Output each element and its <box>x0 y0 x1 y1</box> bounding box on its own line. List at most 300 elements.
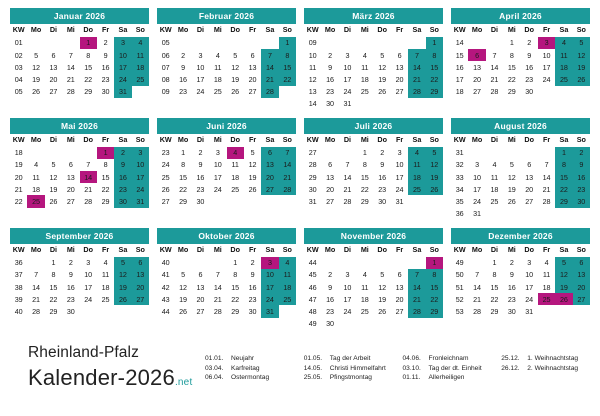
day-cell[interactable]: 31 <box>473 209 482 219</box>
day-cell[interactable]: 25 <box>213 87 222 97</box>
day-cell[interactable]: 30 <box>66 306 75 316</box>
day-cell[interactable]: 16 <box>66 282 75 292</box>
day-cell[interactable]: 2 <box>198 148 203 158</box>
day-cell[interactable]: 23 <box>66 294 75 304</box>
day-cell[interactable]: 19 <box>49 184 58 194</box>
day-cell[interactable]: 9 <box>573 159 590 171</box>
day-cell[interactable]: 21 <box>66 74 75 84</box>
day-cell[interactable]: 6 <box>198 270 203 280</box>
day-cell[interactable]: 17 <box>343 74 352 84</box>
day-cell[interactable]: 5 <box>555 256 572 269</box>
day-cell[interactable]: 15 <box>101 172 110 182</box>
day-cell[interactable]: 28 <box>213 306 222 316</box>
day-cell[interactable]: 20 <box>395 74 404 84</box>
day-cell[interactable]: 28 <box>261 86 278 98</box>
holiday-day-cell[interactable]: 1 <box>97 146 114 159</box>
day-cell[interactable]: 26 <box>507 197 516 207</box>
day-cell[interactable]: 6 <box>68 160 73 170</box>
day-cell[interactable]: 18 <box>279 281 296 293</box>
holiday-day-cell[interactable]: 1 <box>80 36 97 49</box>
day-cell[interactable]: 2 <box>380 148 385 158</box>
day-cell[interactable]: 20 <box>132 281 149 293</box>
holiday-day-cell[interactable]: 4 <box>227 146 244 159</box>
day-cell[interactable]: 13 <box>473 62 482 72</box>
day-cell[interactable]: 9 <box>103 50 108 60</box>
day-cell[interactable]: 11 <box>542 270 551 280</box>
day-cell[interactable]: 4 <box>408 146 425 159</box>
day-cell[interactable]: 26 <box>378 306 387 316</box>
day-cell[interactable]: 11 <box>132 49 149 61</box>
day-cell[interactable]: 5 <box>573 36 590 49</box>
day-cell[interactable]: 6 <box>397 50 402 60</box>
day-cell[interactable]: 5 <box>426 146 443 159</box>
day-cell[interactable]: 16 <box>573 171 590 183</box>
day-cell[interactable]: 20 <box>326 184 335 194</box>
day-cell[interactable]: 9 <box>198 160 203 170</box>
day-cell[interactable]: 18 <box>101 282 110 292</box>
day-cell[interactable]: 14 <box>542 172 551 182</box>
day-cell[interactable]: 30 <box>326 319 335 329</box>
day-cell[interactable]: 22 <box>490 294 499 304</box>
day-cell[interactable]: 30 <box>101 87 110 97</box>
day-cell[interactable]: 30 <box>326 99 335 109</box>
day-cell[interactable]: 14 <box>213 282 222 292</box>
day-cell[interactable]: 27 <box>66 197 75 207</box>
day-cell[interactable]: 18 <box>555 61 572 73</box>
day-cell[interactable]: 30 <box>573 195 590 207</box>
day-cell[interactable]: 27 <box>196 306 205 316</box>
day-cell[interactable]: 15 <box>426 281 443 293</box>
day-cell[interactable]: 10 <box>132 159 149 171</box>
day-cell[interactable]: 12 <box>179 282 188 292</box>
day-cell[interactable]: 8 <box>86 50 91 60</box>
day-cell[interactable]: 16 <box>101 62 110 72</box>
day-cell[interactable]: 3 <box>527 258 532 268</box>
day-cell[interactable]: 16 <box>248 282 257 292</box>
day-cell[interactable]: 21 <box>343 184 352 194</box>
day-cell[interactable]: 16 <box>507 282 516 292</box>
day-cell[interactable]: 15 <box>84 62 93 72</box>
day-cell[interactable]: 21 <box>542 184 551 194</box>
holiday-day-cell[interactable]: 25 <box>538 293 555 305</box>
day-cell[interactable]: 11 <box>279 269 296 281</box>
day-cell[interactable]: 12 <box>507 172 516 182</box>
day-cell[interactable]: 27 <box>261 183 278 195</box>
day-cell[interactable]: 31 <box>395 197 404 207</box>
day-cell[interactable]: 24 <box>196 87 205 97</box>
day-cell[interactable]: 20 <box>573 281 590 293</box>
day-cell[interactable]: 22 <box>179 184 188 194</box>
day-cell[interactable]: 25 <box>490 197 499 207</box>
day-cell[interactable]: 22 <box>555 183 572 195</box>
day-cell[interactable]: 4 <box>362 270 367 280</box>
day-cell[interactable]: 13 <box>66 172 75 182</box>
day-cell[interactable]: 5 <box>51 160 56 170</box>
day-cell[interactable]: 17 <box>114 61 131 73</box>
day-cell[interactable]: 1 <box>181 148 186 158</box>
day-cell[interactable]: 20 <box>261 171 278 183</box>
day-cell[interactable]: 7 <box>345 160 350 170</box>
day-cell[interactable]: 12 <box>49 172 58 182</box>
day-cell[interactable]: 12 <box>378 282 387 292</box>
day-cell[interactable]: 16 <box>114 171 131 183</box>
day-cell[interactable]: 3 <box>114 36 131 49</box>
day-cell[interactable]: 26 <box>573 73 590 85</box>
day-cell[interactable]: 14 <box>279 159 296 171</box>
day-cell[interactable]: 23 <box>248 294 257 304</box>
day-cell[interactable]: 6 <box>328 160 333 170</box>
day-cell[interactable]: 11 <box>408 159 425 171</box>
day-cell[interactable]: 26 <box>32 87 41 97</box>
day-cell[interactable]: 22 <box>84 74 93 84</box>
day-cell[interactable]: 3 <box>86 258 91 268</box>
day-cell[interactable]: 20 <box>525 184 534 194</box>
day-cell[interactable]: 2 <box>527 38 532 48</box>
day-cell[interactable]: 4 <box>492 160 497 170</box>
day-cell[interactable]: 13 <box>248 62 257 72</box>
day-cell[interactable]: 16 <box>525 62 534 72</box>
day-cell[interactable]: 10 <box>343 282 352 292</box>
day-cell[interactable]: 28 <box>279 183 296 195</box>
day-cell[interactable]: 4 <box>362 50 367 60</box>
day-cell[interactable]: 7 <box>279 146 296 159</box>
day-cell[interactable]: 9 <box>509 270 514 280</box>
day-cell[interactable]: 10 <box>473 172 482 182</box>
day-cell[interactable]: 16 <box>179 74 188 84</box>
day-cell[interactable]: 12 <box>231 62 240 72</box>
day-cell[interactable]: 22 <box>360 184 369 194</box>
day-cell[interactable]: 24 <box>343 87 352 97</box>
holiday-day-cell[interactable]: 3 <box>538 36 555 49</box>
day-cell[interactable]: 21 <box>408 73 425 85</box>
day-cell[interactable]: 2 <box>573 146 590 159</box>
day-cell[interactable]: 22 <box>426 293 443 305</box>
day-cell[interactable]: 3 <box>475 160 480 170</box>
day-cell[interactable]: 27 <box>473 87 482 97</box>
day-cell[interactable]: 21 <box>213 294 222 304</box>
day-cell[interactable]: 2 <box>68 258 73 268</box>
day-cell[interactable]: 28 <box>66 87 75 97</box>
day-cell[interactable]: 14 <box>343 172 352 182</box>
day-cell[interactable]: 4 <box>279 256 296 269</box>
day-cell[interactable]: 11 <box>361 282 369 292</box>
day-cell[interactable]: 29 <box>507 87 516 97</box>
day-cell[interactable]: 21 <box>490 74 499 84</box>
day-cell[interactable]: 26 <box>248 184 257 194</box>
day-cell[interactable]: 26 <box>114 293 131 305</box>
day-cell[interactable]: 28 <box>542 197 551 207</box>
day-cell[interactable]: 9 <box>527 50 532 60</box>
day-cell[interactable]: 11 <box>214 62 222 72</box>
day-cell[interactable]: 2 <box>328 270 333 280</box>
day-cell[interactable]: 13 <box>132 269 149 281</box>
day-cell[interactable]: 29 <box>84 87 93 97</box>
day-cell[interactable]: 19 <box>573 61 590 73</box>
day-cell[interactable]: 8 <box>426 49 443 61</box>
day-cell[interactable]: 23 <box>326 87 335 97</box>
day-cell[interactable]: 7 <box>544 160 549 170</box>
day-cell[interactable]: 1 <box>426 36 443 49</box>
day-cell[interactable]: 25 <box>132 73 149 85</box>
day-cell[interactable]: 7 <box>68 50 73 60</box>
day-cell[interactable]: 15 <box>360 172 369 182</box>
day-cell[interactable]: 7 <box>408 269 425 281</box>
day-cell[interactable]: 8 <box>509 50 514 60</box>
day-cell[interactable]: 24 <box>213 184 222 194</box>
day-cell[interactable]: 17 <box>473 184 482 194</box>
day-cell[interactable]: 27 <box>49 87 58 97</box>
day-cell[interactable]: 15 <box>179 172 188 182</box>
day-cell[interactable]: 18 <box>408 171 425 183</box>
day-cell[interactable]: 2 <box>509 258 514 268</box>
day-cell[interactable]: 2 <box>114 146 131 159</box>
day-cell[interactable]: 20 <box>248 74 257 84</box>
day-cell[interactable]: 22 <box>279 73 296 85</box>
day-cell[interactable]: 22 <box>101 184 110 194</box>
day-cell[interactable]: 29 <box>49 306 58 316</box>
day-cell[interactable]: 5 <box>509 160 514 170</box>
day-cell[interactable]: 26 <box>231 87 240 97</box>
day-cell[interactable]: 19 <box>507 184 516 194</box>
day-cell[interactable]: 7 <box>492 50 497 60</box>
day-cell[interactable]: 8 <box>279 49 296 61</box>
day-cell[interactable]: 12 <box>32 62 41 72</box>
day-cell[interactable]: 17 <box>542 62 551 72</box>
day-cell[interactable]: 15 <box>49 282 58 292</box>
day-cell[interactable]: 5 <box>34 50 39 60</box>
day-cell[interactable]: 10 <box>196 62 205 72</box>
day-cell[interactable]: 16 <box>326 294 335 304</box>
day-cell[interactable]: 20 <box>49 74 58 84</box>
day-cell[interactable]: 8 <box>51 270 56 280</box>
day-cell[interactable]: 22 <box>231 294 240 304</box>
day-cell[interactable]: 21 <box>408 293 425 305</box>
day-cell[interactable]: 29 <box>555 195 572 207</box>
day-cell[interactable]: 25 <box>555 73 572 85</box>
day-cell[interactable]: 7 <box>475 270 480 280</box>
day-cell[interactable]: 6 <box>51 50 56 60</box>
day-cell[interactable]: 3 <box>345 270 350 280</box>
day-cell[interactable]: 22 <box>49 294 58 304</box>
day-cell[interactable]: 12 <box>573 49 590 61</box>
day-cell[interactable]: 17 <box>261 281 278 293</box>
day-cell[interactable]: 6 <box>132 256 149 269</box>
day-cell[interactable]: 12 <box>426 159 443 171</box>
day-cell[interactable]: 29 <box>360 197 369 207</box>
day-cell[interactable]: 23 <box>573 183 590 195</box>
day-cell[interactable]: 25 <box>279 293 296 305</box>
day-cell[interactable]: 7 <box>86 160 91 170</box>
day-cell[interactable]: 20 <box>395 294 404 304</box>
day-cell[interactable]: 23 <box>378 184 387 194</box>
day-cell[interactable]: 19 <box>378 294 387 304</box>
day-cell[interactable]: 24 <box>473 197 482 207</box>
day-cell[interactable]: 31 <box>114 86 131 98</box>
day-cell[interactable]: 1 <box>233 258 238 268</box>
holiday-day-cell[interactable]: 25 <box>27 195 44 207</box>
day-cell[interactable]: 6 <box>250 50 255 60</box>
day-cell[interactable]: 19 <box>555 281 572 293</box>
day-cell[interactable]: 8 <box>103 160 108 170</box>
day-cell[interactable]: 17 <box>132 171 149 183</box>
day-cell[interactable]: 19 <box>231 74 240 84</box>
day-cell[interactable]: 9 <box>181 62 186 72</box>
day-cell[interactable]: 30 <box>525 87 534 97</box>
day-cell[interactable]: 29 <box>231 306 240 316</box>
day-cell[interactable]: 5 <box>114 256 131 269</box>
day-cell[interactable]: 24 <box>261 293 278 305</box>
day-cell[interactable]: 1 <box>51 258 56 268</box>
day-cell[interactable]: 4 <box>34 160 39 170</box>
day-cell[interactable]: 18 <box>132 61 149 73</box>
day-cell[interactable]: 19 <box>114 281 131 293</box>
day-cell[interactable]: 18 <box>231 172 240 182</box>
day-cell[interactable]: 15 <box>231 282 240 292</box>
holiday-day-cell[interactable]: 1 <box>426 256 443 269</box>
day-cell[interactable]: 11 <box>361 62 369 72</box>
day-cell[interactable]: 24 <box>132 183 149 195</box>
day-cell[interactable]: 9 <box>328 282 333 292</box>
day-cell[interactable]: 19 <box>378 74 387 84</box>
day-cell[interactable]: 15 <box>490 282 499 292</box>
day-cell[interactable]: 4 <box>555 36 572 49</box>
day-cell[interactable]: 15 <box>279 61 296 73</box>
day-cell[interactable]: 13 <box>326 172 335 182</box>
day-cell[interactable]: 28 <box>408 86 425 98</box>
day-cell[interactable]: 8 <box>426 269 443 281</box>
day-cell[interactable]: 10 <box>525 270 534 280</box>
day-cell[interactable]: 14 <box>408 281 425 293</box>
day-cell[interactable]: 18 <box>360 294 369 304</box>
day-cell[interactable]: 5 <box>233 50 238 60</box>
day-cell[interactable]: 14 <box>490 62 499 72</box>
day-cell[interactable]: 12 <box>114 269 131 281</box>
day-cell[interactable]: 17 <box>213 172 222 182</box>
day-cell[interactable]: 7 <box>215 270 220 280</box>
day-cell[interactable]: 1 <box>555 146 572 159</box>
day-cell[interactable]: 8 <box>555 159 572 171</box>
day-cell[interactable]: 11 <box>231 160 239 170</box>
day-cell[interactable]: 5 <box>380 50 385 60</box>
day-cell[interactable]: 23 <box>525 74 534 84</box>
day-cell[interactable]: 24 <box>542 74 551 84</box>
day-cell[interactable]: 31 <box>343 99 352 109</box>
day-cell[interactable]: 3 <box>198 50 203 60</box>
day-cell[interactable]: 28 <box>473 306 482 316</box>
day-cell[interactable]: 9 <box>380 160 385 170</box>
day-cell[interactable]: 27 <box>326 197 335 207</box>
day-cell[interactable]: 5 <box>380 270 385 280</box>
day-cell[interactable]: 13 <box>261 159 278 171</box>
day-cell[interactable]: 31 <box>525 306 534 316</box>
day-cell[interactable]: 13 <box>49 62 58 72</box>
day-cell[interactable]: 21 <box>261 73 278 85</box>
day-cell[interactable]: 10 <box>343 62 352 72</box>
day-cell[interactable]: 30 <box>196 197 205 207</box>
day-cell[interactable]: 12 <box>248 160 257 170</box>
day-cell[interactable]: 27 <box>573 293 590 305</box>
day-cell[interactable]: 17 <box>395 172 404 182</box>
day-cell[interactable]: 24 <box>114 73 131 85</box>
day-cell[interactable]: 13 <box>196 282 205 292</box>
day-cell[interactable]: 27 <box>248 87 257 97</box>
day-cell[interactable]: 23 <box>507 294 516 304</box>
day-cell[interactable]: 29 <box>490 306 499 316</box>
holiday-day-cell[interactable]: 14 <box>80 171 97 183</box>
day-cell[interactable]: 7 <box>34 270 39 280</box>
day-cell[interactable]: 13 <box>573 269 590 281</box>
day-cell[interactable]: 30 <box>248 306 257 316</box>
day-cell[interactable]: 30 <box>114 195 131 207</box>
day-cell[interactable]: 28 <box>490 87 499 97</box>
day-cell[interactable]: 8 <box>233 270 238 280</box>
day-cell[interactable]: 1 <box>492 258 497 268</box>
day-cell[interactable]: 4 <box>132 36 149 49</box>
day-cell[interactable]: 1 <box>362 148 367 158</box>
day-cell[interactable]: 6 <box>573 256 590 269</box>
day-cell[interactable]: 9 <box>114 159 131 171</box>
day-cell[interactable]: 5 <box>250 148 255 158</box>
day-cell[interactable]: 26 <box>179 306 188 316</box>
day-cell[interactable]: 11 <box>32 172 40 182</box>
day-cell[interactable]: 25 <box>101 294 110 304</box>
day-cell[interactable]: 2 <box>181 50 186 60</box>
day-cell[interactable]: 6 <box>527 160 532 170</box>
day-cell[interactable]: 28 <box>408 305 425 317</box>
day-cell[interactable]: 14 <box>32 282 41 292</box>
day-cell[interactable]: 20 <box>196 294 205 304</box>
day-cell[interactable]: 14 <box>408 61 425 73</box>
day-cell[interactable]: 8 <box>492 270 497 280</box>
day-cell[interactable]: 14 <box>261 61 278 73</box>
day-cell[interactable]: 14 <box>66 62 75 72</box>
day-cell[interactable]: 10 <box>114 49 131 61</box>
day-cell[interactable]: 17 <box>196 74 205 84</box>
day-cell[interactable]: 27 <box>395 87 404 97</box>
day-cell[interactable]: 13 <box>395 282 404 292</box>
day-cell[interactable]: 6 <box>397 270 402 280</box>
day-cell[interactable]: 8 <box>181 160 186 170</box>
day-cell[interactable]: 18 <box>360 74 369 84</box>
day-cell[interactable]: 22 <box>507 74 516 84</box>
day-cell[interactable]: 3 <box>397 148 402 158</box>
day-cell[interactable]: 31 <box>261 305 278 317</box>
day-cell[interactable]: 28 <box>84 197 93 207</box>
day-cell[interactable]: 27 <box>395 306 404 316</box>
holiday-day-cell[interactable]: 26 <box>555 293 572 305</box>
day-cell[interactable]: 2 <box>103 38 108 48</box>
day-cell[interactable]: 14 <box>473 282 482 292</box>
day-cell[interactable]: 21 <box>32 294 41 304</box>
day-cell[interactable]: 5 <box>181 270 186 280</box>
day-cell[interactable]: 10 <box>261 269 278 281</box>
day-cell[interactable]: 18 <box>32 184 41 194</box>
day-cell[interactable]: 27 <box>132 293 149 305</box>
day-cell[interactable]: 19 <box>32 74 41 84</box>
day-cell[interactable]: 24 <box>395 184 404 194</box>
day-cell[interactable]: 23 <box>196 184 205 194</box>
day-cell[interactable]: 17 <box>343 294 352 304</box>
day-cell[interactable]: 2 <box>250 258 255 268</box>
day-cell[interactable]: 23 <box>114 183 131 195</box>
day-cell[interactable]: 21 <box>84 184 93 194</box>
day-cell[interactable]: 17 <box>84 282 93 292</box>
day-cell[interactable]: 3 <box>345 50 350 60</box>
day-cell[interactable]: 18 <box>542 282 551 292</box>
day-cell[interactable]: 19 <box>179 294 188 304</box>
day-cell[interactable]: 11 <box>490 172 499 182</box>
day-cell[interactable]: 28 <box>32 306 41 316</box>
